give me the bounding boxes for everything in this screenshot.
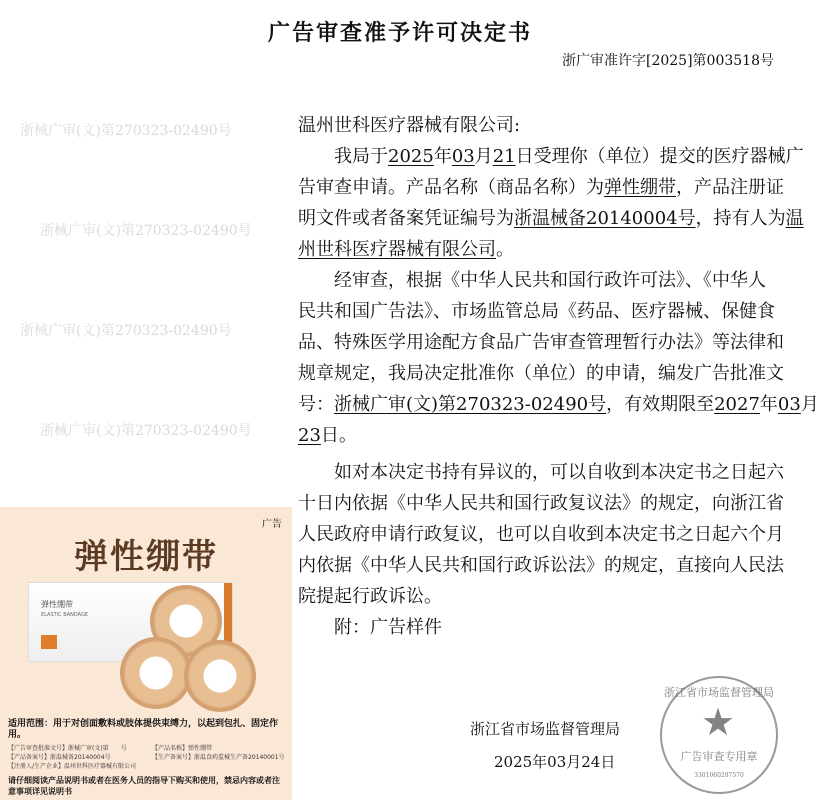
official-seal [660, 676, 778, 794]
ad-tag: 广告 [262, 519, 282, 530]
body-line [298, 389, 819, 420]
box-label [41, 635, 57, 649]
ad-warning: 请仔细阅读产品说明书或者在医务人员的指导下购买和使用，禁忌内容或者注意事项详见说明书 [8, 776, 280, 796]
body-text: 月 [800, 394, 819, 415]
body-line [298, 550, 784, 581]
body-text: 月 [474, 146, 493, 167]
body-text: 民共和国广告法》、市场监管总局《药品、医疗器械、保健食 [298, 301, 775, 322]
box-name: 弹性绷带 [41, 600, 73, 609]
body-text: ，持有人为 [695, 208, 786, 229]
filled-field: 21 [492, 146, 516, 167]
watermark-text: 浙械广审(文)第270323-02490号 [20, 123, 232, 139]
body-text: 如对本决定书持有异议的，可以自收到本决定书之日起六 [298, 462, 784, 483]
body-line [298, 457, 784, 488]
watermark-text: 浙械广审(文)第270323-02490号 [40, 223, 252, 239]
filled-field: 23 [298, 425, 321, 446]
seal-top-text: 浙江省市场监督管理局 [664, 686, 774, 699]
body-text: 我局于 [298, 146, 388, 167]
body-text: 日受理你（单位）提交的医疗器械广 [515, 146, 804, 167]
body-line [298, 420, 778, 451]
ad-product-title: 弹性绷带 [74, 537, 218, 577]
body-text: 附：广告样件 [298, 617, 442, 638]
watermark-text: 浙械广审(文)第270323-02490号 [20, 323, 232, 339]
body-line [298, 581, 778, 612]
issuer-signature: 浙江省市场监督管理局 [470, 720, 621, 738]
ad-product-name: 【产品名称】弹性绷带 [152, 745, 213, 752]
body-text: 日。 [320, 425, 357, 446]
seal-bottom-text: 广告审查专用章 [680, 750, 758, 763]
body-text: 规章规定，我局决定批准你（单位）的申请，编发广告批准文 [298, 363, 784, 384]
filled-field: 浙温械备20140004号 [514, 208, 696, 229]
body-line [298, 612, 778, 643]
box-english: ELASTIC BANDAGE [41, 612, 88, 618]
seal-number: 3301060287570 [694, 772, 744, 779]
decision-body [298, 110, 819, 643]
filled-field: 州世科医疗器械有限公司 [298, 239, 496, 260]
body-line [298, 172, 784, 203]
filled-field: 2025 [388, 146, 434, 167]
body-text: 经审查，根据《中华人民共和国行政许可法》、《中华人 [298, 270, 766, 291]
body-text: 明文件或者备案凭证编号为 [298, 208, 514, 229]
watermark-text: 浙械广审(文)第270323-02490号 [40, 423, 252, 439]
filled-field: 2027 [714, 394, 760, 415]
body-line [298, 234, 778, 265]
ad-registrant: 【注册人/生产企业】温州世科医疗器械有限公司 [8, 763, 137, 770]
filled-field: 03 [777, 394, 801, 415]
issue-date: 2025年03月24日 [494, 753, 616, 771]
body-text: ，有效期限至 [606, 394, 715, 415]
filled-field: 浙械广审(文)第270323-02490号 [334, 394, 607, 415]
body-line [298, 519, 784, 550]
body-text: 年 [759, 394, 778, 415]
bandage-roll-image [120, 637, 192, 709]
body-text: 院提起行政诉讼。 [298, 586, 442, 607]
body-text: 品、特殊医学用途配方食品广告审查管理暂行办法》等法律和 [298, 332, 784, 353]
filled-field: 弹性绷带 [604, 177, 676, 198]
star-icon: ★ [701, 700, 736, 744]
body-text: 告审查申请。产品名称（商品名称）为 [298, 177, 604, 198]
addressee: 温州世科医疗器械有限公司: [298, 115, 521, 136]
body-line [298, 203, 804, 234]
body-line [298, 327, 784, 358]
body-text: 。 [496, 239, 514, 260]
body-line [298, 296, 778, 327]
body-text: 人民政府申请行政复议，也可以自收到本决定书之日起六个月 [298, 524, 784, 545]
ad-production-record: 【生产备案号】浙温食药监械生产备20140001号 [152, 754, 285, 761]
body-text: 号： [298, 394, 334, 415]
bandage-roll-image [184, 640, 256, 712]
body-line [298, 358, 784, 389]
document-title: 广告审查准予许可决定书 [267, 20, 532, 46]
body-text: 内依据《中华人民共和国行政诉讼法》的规定，直接向人民法 [298, 555, 784, 576]
document-number: 浙广审准许字[2025]第003518号 [562, 53, 774, 69]
filled-field: 03 [451, 146, 475, 167]
filled-field: 温 [785, 208, 804, 229]
body-text: 年 [433, 146, 452, 167]
body-line [298, 141, 804, 172]
body-text: 十日内依据《中华人民共和国行政复议法》的规定，向浙江省 [298, 493, 784, 514]
ad-record-no: 【产品备案号】浙温械备20140004号 [8, 754, 111, 761]
ad-sample [0, 507, 292, 800]
body-text: ，产品注册证 [676, 177, 784, 198]
body-line [298, 488, 784, 519]
ad-scope: 适用范围：用于对创面敷料或肢体提供束缚力，以起到包扎、固定作用。 [8, 719, 279, 740]
body-line [298, 265, 778, 296]
ad-approval-no: 【广告审查批准文号】浙械广审(文)第 号 [8, 745, 127, 752]
